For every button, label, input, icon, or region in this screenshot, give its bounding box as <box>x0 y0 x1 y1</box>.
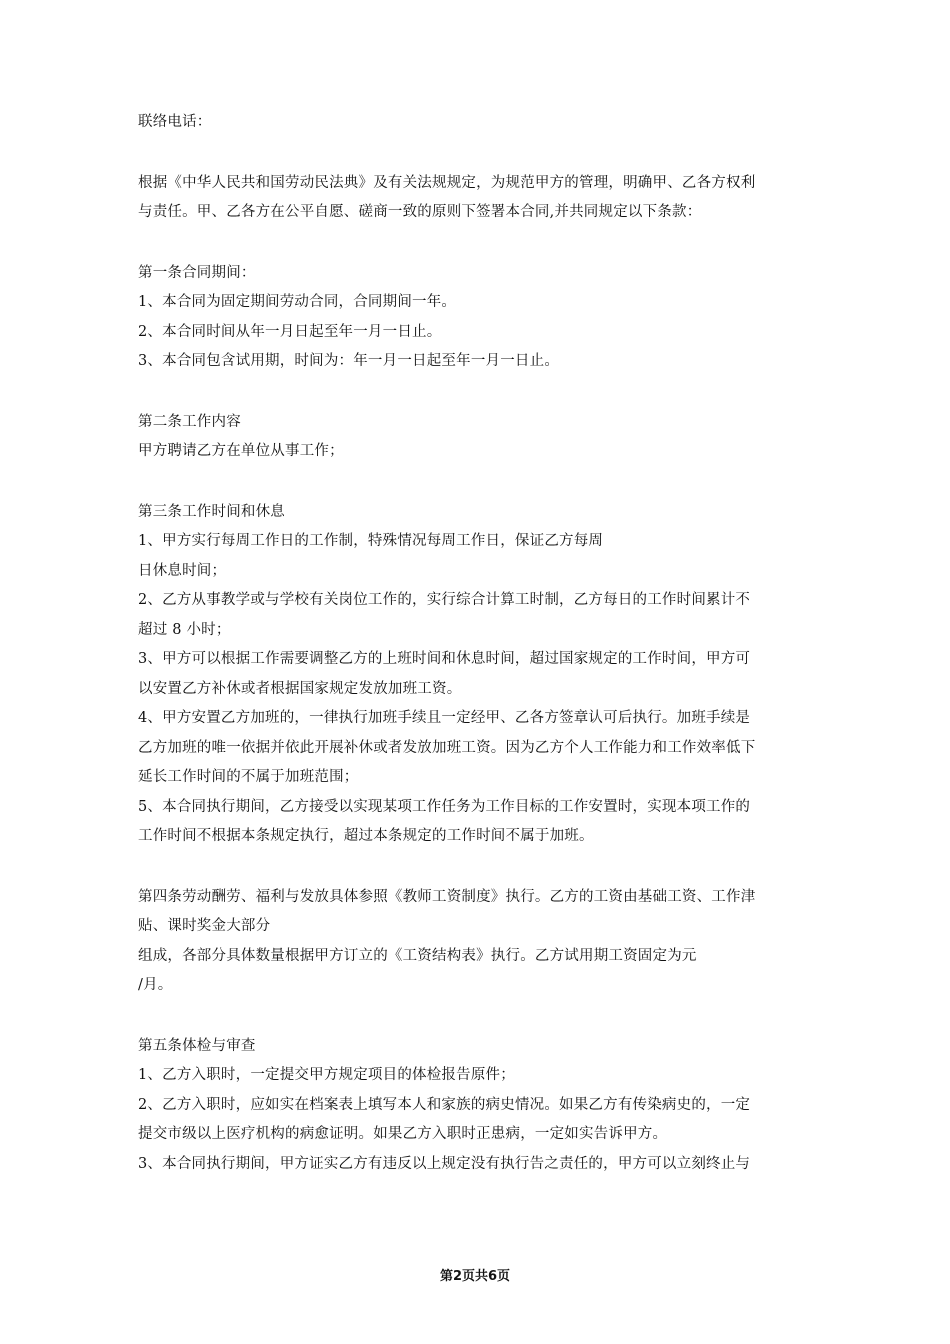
article3-line: 4、甲方安置乙方加班的，一律执行加班手续且一定经甲、乙各方签章认可后执行。加班手续是 <box>138 710 751 726</box>
article1-line: 1、本合同为固定期间劳动合同，合同期间一年。 <box>138 294 457 310</box>
article2-title: 第二条工作内容 <box>138 413 241 430</box>
contact-line: 联络电话： <box>138 114 212 130</box>
article5-line: 提交市级以上医疗机构的病愈证明。如果乙方入职时正患病，一定如实告诉甲方。 <box>138 1126 668 1142</box>
article4-line: 第四条劳动酬劳、福利与发放具体参照《教师工资制度》执行。乙方的工资由基础工资、工作津 <box>138 888 756 905</box>
article3-line: 延长工作时间的不属于加班范围； <box>138 769 359 785</box>
article5-title: 第五条体检与审查 <box>138 1037 256 1054</box>
article3-line: 5、本合同执行期间，乙方接受以实现某项工作任务为工作目标的工作安置时，实现本项工作的 <box>138 798 751 815</box>
article3-line: 3、甲方可以根据工作需要调整乙方的上班时间和休息时间，超过国家规定的工作时间，甲方可 <box>138 651 751 667</box>
document-body <box>138 108 818 1179</box>
article1-line: 3、本合同包含试用期，时间为：年一月一日起至年一月一日止。 <box>138 353 560 369</box>
article1-title: 第一条合同期间： <box>138 264 256 281</box>
article5-line: 1、乙方入职时，一定提交甲方规定项目的体检报告原件； <box>138 1067 515 1083</box>
article5-line: 2、乙方入职时，应如实在档案表上填写本人和家族的病史情况。如果乙方有传染病史的，一定 <box>138 1096 751 1113</box>
article3-line: 2、乙方从事教学或与学校有关岗位工作的，实行综合计算工时制，乙方每日的工作时间累计不 <box>138 592 751 608</box>
article3-title: 第三条工作时间和休息 <box>138 503 285 520</box>
article1-line: 2、本合同时间从年一月日起至年一月一日止。 <box>138 323 442 340</box>
article3-line: 乙方加班的唯一依据并依此开展补休或者发放加班工资。因为乙方个人工作能力和工作效率低下 <box>138 739 756 756</box>
intro-line: 与责任。甲、乙各方在公平自愿、磋商一致的原则下签署本合同,并共同规定以下条款： <box>138 204 702 220</box>
article3-line: 日休息时间； <box>138 562 227 579</box>
article5-line: 3、本合同执行期间，甲方证实乙方有违反以上规定没有执行告之责任的，甲方可以立刻终止与 <box>138 1155 751 1172</box>
article3-line: 工作时间不根据本条规定执行，超过本条规定的工作时间不属于加班。 <box>138 828 594 844</box>
article3-line: 以安置乙方补休或者根据国家规定发放加班工资。 <box>138 680 462 697</box>
page-number: 第2页共6页 <box>439 1269 511 1284</box>
intro-line: 根据《中华人民共和国劳动民法典》及有关法规规定，为规范甲方的管理，明确甲、乙各方权利 <box>138 174 756 191</box>
article3-line: 超过 8 小时； <box>138 621 231 638</box>
article2-line: 甲方聘请乙方在单位从事工作； <box>138 443 344 459</box>
article3-line: 1、甲方实行每周工作日的工作制，特殊情况每周工作日，保证乙方每周 <box>138 533 604 549</box>
article4-line: 组成，各部分具体数量根据甲方订立的《工资结构表》执行。乙方试用期工资固定为元 <box>138 947 697 964</box>
article4-line: /月。 <box>138 977 173 993</box>
article4-line: 贴、课时奖金大部分 <box>138 918 271 934</box>
